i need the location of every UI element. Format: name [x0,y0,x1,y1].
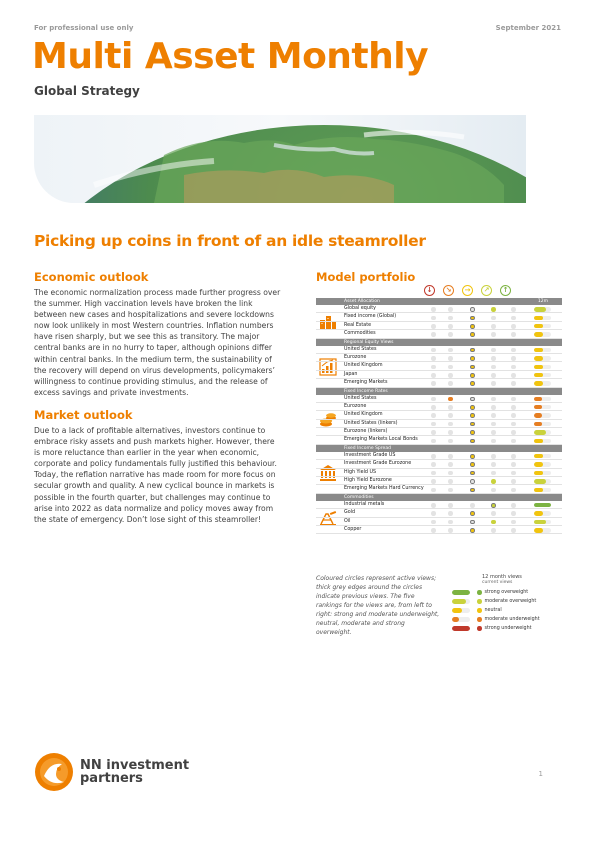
asset-label: United States [344,346,377,352]
earth-illustration [34,115,526,203]
view-dot [511,405,516,410]
model-portfolio-heading: Model portfolio [316,270,416,284]
view-dot [448,528,453,533]
view-dot [511,356,516,361]
asset-label: Investment Grade US [344,452,396,458]
portfolio-row [316,354,562,362]
portfolio-group-body [316,395,562,445]
portfolio-row [316,501,562,509]
strong-overweight-icon: ↑ [500,285,511,296]
headline: Picking up coins in front of an idle steamroller [34,232,426,250]
view-strength-pill [534,365,551,369]
economic-outlook-text: The economic normalization process made further progress over the summer. High vaccination levels have broken the link between new cases and hospitalizations and severe lockdowns now look unlikely in most Western countries. Inflation numbers have risen sharply, but we see this as transitory. The major central banks are in no hurry to taper, although opinions differ within central banks. In the medium term, the sustainability of the recovery will depend on virus developments, policymakers’ willingness to continue providing stimulus, and the release of excess savings and private investments. [34,288,281,397]
audience-note: For professional use only [34,24,134,32]
view-strength-pill [534,520,551,524]
view-dot [491,462,496,467]
current-view-dot [470,324,475,329]
legend-dot [477,608,482,613]
page-title: Multi Asset Monthly [32,36,429,77]
nn-lion-icon [34,752,74,792]
view-dot [431,439,436,444]
portfolio-group-body [316,305,562,339]
view-dot [448,405,453,410]
view-dot [448,332,453,337]
view-dot [491,413,496,418]
portfolio-row [316,469,562,477]
view-dot [448,430,453,435]
market-outlook-text: Due to a lack of profitable alternatives, investors continue to embrace risky assets and push markets higher. However, there is more reluctance than earlier in the year when economic, corporate and policy fundamentals fully justified this behaviour. Today, the reflation narrative has made room for more focus on secular growth and quality. A new cyclical bounce in markets is possible in the fourth quarter, but challenges may continue to arise into 2022 as data normalize and policy moves away from the state of emergency. Don’t lose sight of this steamroller! [34,425,277,524]
view-dot [431,405,436,410]
view-dot [491,332,496,337]
legend-subtitle: current views [482,580,513,585]
asset-label: Industrial metals [344,501,385,507]
view-dot [448,503,453,508]
view-dot [511,332,516,337]
portfolio-row [316,371,562,379]
portfolio-row [316,322,562,330]
view-strength-pill [534,405,551,409]
view-dot [431,413,436,418]
asset-label: United Kingdom [344,412,383,418]
legend-pill [452,599,470,604]
economic-outlook-heading: Economic outlook [34,270,149,284]
portfolio-row [316,509,562,517]
view-dot [431,462,436,467]
current-view-dot [470,413,475,418]
portfolio-group-body [316,452,562,494]
view-dot [511,365,516,370]
current-view-dot [470,528,475,533]
portfolio-row [316,403,562,411]
outlook-column [34,270,282,535]
current-view-dot [470,381,475,386]
view-dot [431,511,436,516]
view-dot [511,413,516,418]
view-dot [491,454,496,459]
view-dot [448,454,453,459]
legend-label: moderate underweight [484,617,540,622]
view-dot [511,316,516,321]
legend-label: strong underweight [484,626,532,631]
view-dot [491,405,496,410]
legend-item [452,615,562,624]
view-dot [491,488,496,493]
view-dot [431,348,436,353]
view-dot [470,397,475,402]
view-dot [431,365,436,370]
view-strength-pill [534,373,551,377]
portfolio-group-body [316,501,562,535]
current-view-dot [470,454,475,459]
view-strength-pill [534,430,551,434]
view-dot [511,454,516,459]
group-title: Fixed Income Spread [344,445,391,451]
view-dot [448,520,453,525]
current-view-dot [470,511,475,516]
portfolio-row [316,305,562,313]
asset-label: Oil [344,518,351,524]
asset-label: Eurozone (linkers) [344,429,388,435]
current-view-dot [470,430,475,435]
portfolio-row [316,362,562,370]
asset-label: Global equity [344,306,376,311]
view-strength-pill [534,381,551,385]
view-dot [448,373,453,378]
view-dot [491,397,496,402]
asset-label: Japan [344,371,358,377]
moderate-underweight-icon: ↘ [443,285,454,296]
portfolio-row [316,346,562,354]
view-dot [448,462,453,467]
view-dot [511,503,516,508]
view-dot [491,471,496,476]
current-view-dot [470,471,475,476]
view-dot [511,430,516,435]
view-dot [448,479,453,484]
portfolio-group-header [316,445,562,452]
current-view-dot [491,479,496,484]
view-dot [448,348,453,353]
moderate-overweight-icon: ↗ [481,285,492,296]
current-view-dot [491,307,496,312]
view-dot [431,430,436,435]
view-dot [448,511,453,516]
view-dot [448,324,453,329]
view-dot [491,439,496,444]
legend-pill [452,626,470,631]
asset-label: Investment Grade Eurozone [344,461,412,467]
view-dot [448,307,453,312]
horizon-label: 12m [537,299,548,304]
legend-pill [452,608,470,613]
asset-label: Commodities [344,331,376,337]
legend-label: neutral [484,608,502,613]
legend-explanation: Coloured circles represent active views; thick grey edges around the circles indicate previous views. The five rankings for the views are, from left to right: strong and moderate underweight, neutral, moderate and strong overweight. [316,575,440,636]
asset-label: Gold [344,510,356,516]
view-dot [491,316,496,321]
legend-item [452,588,562,597]
asset-label: Eurozone [344,354,367,360]
view-dot [511,324,516,329]
portfolio-row [316,452,562,460]
view-icons-row [424,285,511,296]
asset-label: Fixed income (Global) [344,314,397,320]
portfolio-group-header [316,494,562,501]
current-view-dot [470,365,475,370]
view-strength-pill [534,307,551,311]
legend-keys [452,574,562,633]
view-dot [431,479,436,484]
current-view-dot [470,462,475,467]
view-strength-pill [534,462,551,466]
view-dot [431,373,436,378]
view-dot [448,413,453,418]
view-dot [448,365,453,370]
portfolio-row [316,395,562,403]
brand-line-1: NN investment [80,758,190,773]
view-dot [431,324,436,329]
view-dot [431,503,436,508]
asset-label: United States (linkers) [344,420,398,426]
view-dot [511,488,516,493]
view-dot [511,381,516,386]
view-dot [511,439,516,444]
earth-banner-image [34,115,526,203]
legend-dot [477,617,482,622]
view-strength-pill [534,511,551,515]
view-strength-pill [534,316,551,320]
current-view-dot [470,488,475,493]
current-view-dot [470,348,475,353]
asset-label: United Kingdom [344,363,383,369]
view-dot [491,356,496,361]
current-view-dot [470,439,475,444]
portfolio-row [316,518,562,526]
current-view-dot [470,405,475,410]
view-dot [431,316,436,321]
view-strength-pill [534,503,551,507]
view-dot [431,381,436,386]
portfolio-group-header [316,298,562,305]
view-strength-pill [534,488,551,492]
group-title: Commodities [344,494,374,500]
legend-title: 12 month views [482,574,522,580]
view-dot [431,307,436,312]
view-strength-pill [534,332,551,336]
strong-underweight-icon: ↓ [424,285,435,296]
legend-pill [452,617,470,622]
view-dot [431,397,436,402]
legend-dot [477,590,482,595]
view-dot [511,373,516,378]
portfolio-row [316,420,562,428]
view-dot [511,528,516,533]
legend-item [452,606,562,615]
portfolio-row [316,428,562,436]
view-dot [448,381,453,386]
view-dot [511,471,516,476]
publication-date: September 2021 [495,24,561,32]
portfolio-row [316,526,562,534]
current-view-dot [470,316,475,321]
view-dot [431,422,436,427]
view-dot [448,439,453,444]
asset-label: Eurozone [344,403,367,409]
view-dot [491,511,496,516]
current-view-dot [470,332,475,337]
model-portfolio-table [316,298,562,534]
view-dot [491,348,496,353]
asset-label: Real Estate [344,322,372,328]
asset-label: High Yield US [344,469,377,475]
legend-item [452,597,562,606]
portfolio-row [316,411,562,419]
view-strength-pill [534,479,551,483]
view-dot [448,422,453,427]
group-title: Fixed Income Rates [344,388,388,394]
view-dot [470,520,475,525]
view-dot [511,307,516,312]
view-dot [491,373,496,378]
asset-label: Emerging Markets Local Bonds [344,437,418,443]
view-dot [511,462,516,467]
view-dot [511,479,516,484]
view-dot [448,316,453,321]
view-dot [431,454,436,459]
neutral-icon: → [462,285,473,296]
legend-item [452,624,562,633]
portfolio-row [316,379,562,387]
view-dot [431,520,436,525]
asset-label: Copper [344,526,362,532]
view-strength-pill [534,471,551,475]
view-dot [491,430,496,435]
view-strength-pill [534,439,551,443]
view-dot [511,520,516,525]
current-view-dot [470,422,475,427]
view-dot [431,528,436,533]
view-dot [431,488,436,493]
view-strength-pill [534,528,551,532]
asset-label: Emerging Markets Hard Currency [344,486,424,492]
portfolio-row [316,313,562,321]
legend-dot [477,626,482,631]
view-dot [431,471,436,476]
view-dot [431,332,436,337]
current-view-dot [491,520,496,525]
view-dot [491,365,496,370]
portfolio-group-body [316,346,562,388]
view-dot [448,471,453,476]
asset-label: Emerging Markets [344,380,388,386]
group-title: Regional Equity Views [344,339,394,345]
current-view-dot [448,397,453,402]
portfolio-row [316,460,562,468]
legend-label: strong overweight [484,590,529,595]
market-outlook-heading: Market outlook [34,407,133,422]
view-strength-pill [534,413,551,417]
view-dot [448,488,453,493]
view-dot [470,307,475,312]
view-dot [491,381,496,386]
asset-label: High Yield Eurozone [344,478,392,484]
portfolio-row [316,330,562,338]
page-subtitle: Global Strategy [34,84,140,98]
portfolio-row [316,436,562,444]
view-strength-pill [534,397,551,401]
view-dot [511,422,516,427]
view-dot [448,356,453,361]
view-dot [470,503,475,508]
view-dot [491,422,496,427]
group-title: Asset Allocation [344,299,380,304]
nn-logo [34,752,189,792]
view-dot [511,511,516,516]
current-view-dot [491,503,496,508]
legend-pill [452,590,470,595]
view-strength-pill [534,348,551,352]
view-dot [491,324,496,329]
view-dot [511,348,516,353]
page-number: 1 [538,770,543,778]
view-dot [511,397,516,402]
view-strength-pill [534,356,551,360]
view-dot [470,479,475,484]
asset-label: United States [344,395,377,401]
view-dot [431,356,436,361]
view-strength-pill [534,324,551,328]
brand-line-2: partners [80,771,143,786]
legend-dot [477,599,482,604]
view-strength-pill [534,422,551,426]
portfolio-group-header [316,339,562,346]
view-strength-pill [534,454,551,458]
portfolio-group-header [316,388,562,395]
portfolio-row [316,485,562,493]
current-view-dot [470,373,475,378]
current-view-dot [470,356,475,361]
portfolio-row [316,477,562,485]
view-dot [491,528,496,533]
legend-label: moderate overweight [484,599,537,604]
